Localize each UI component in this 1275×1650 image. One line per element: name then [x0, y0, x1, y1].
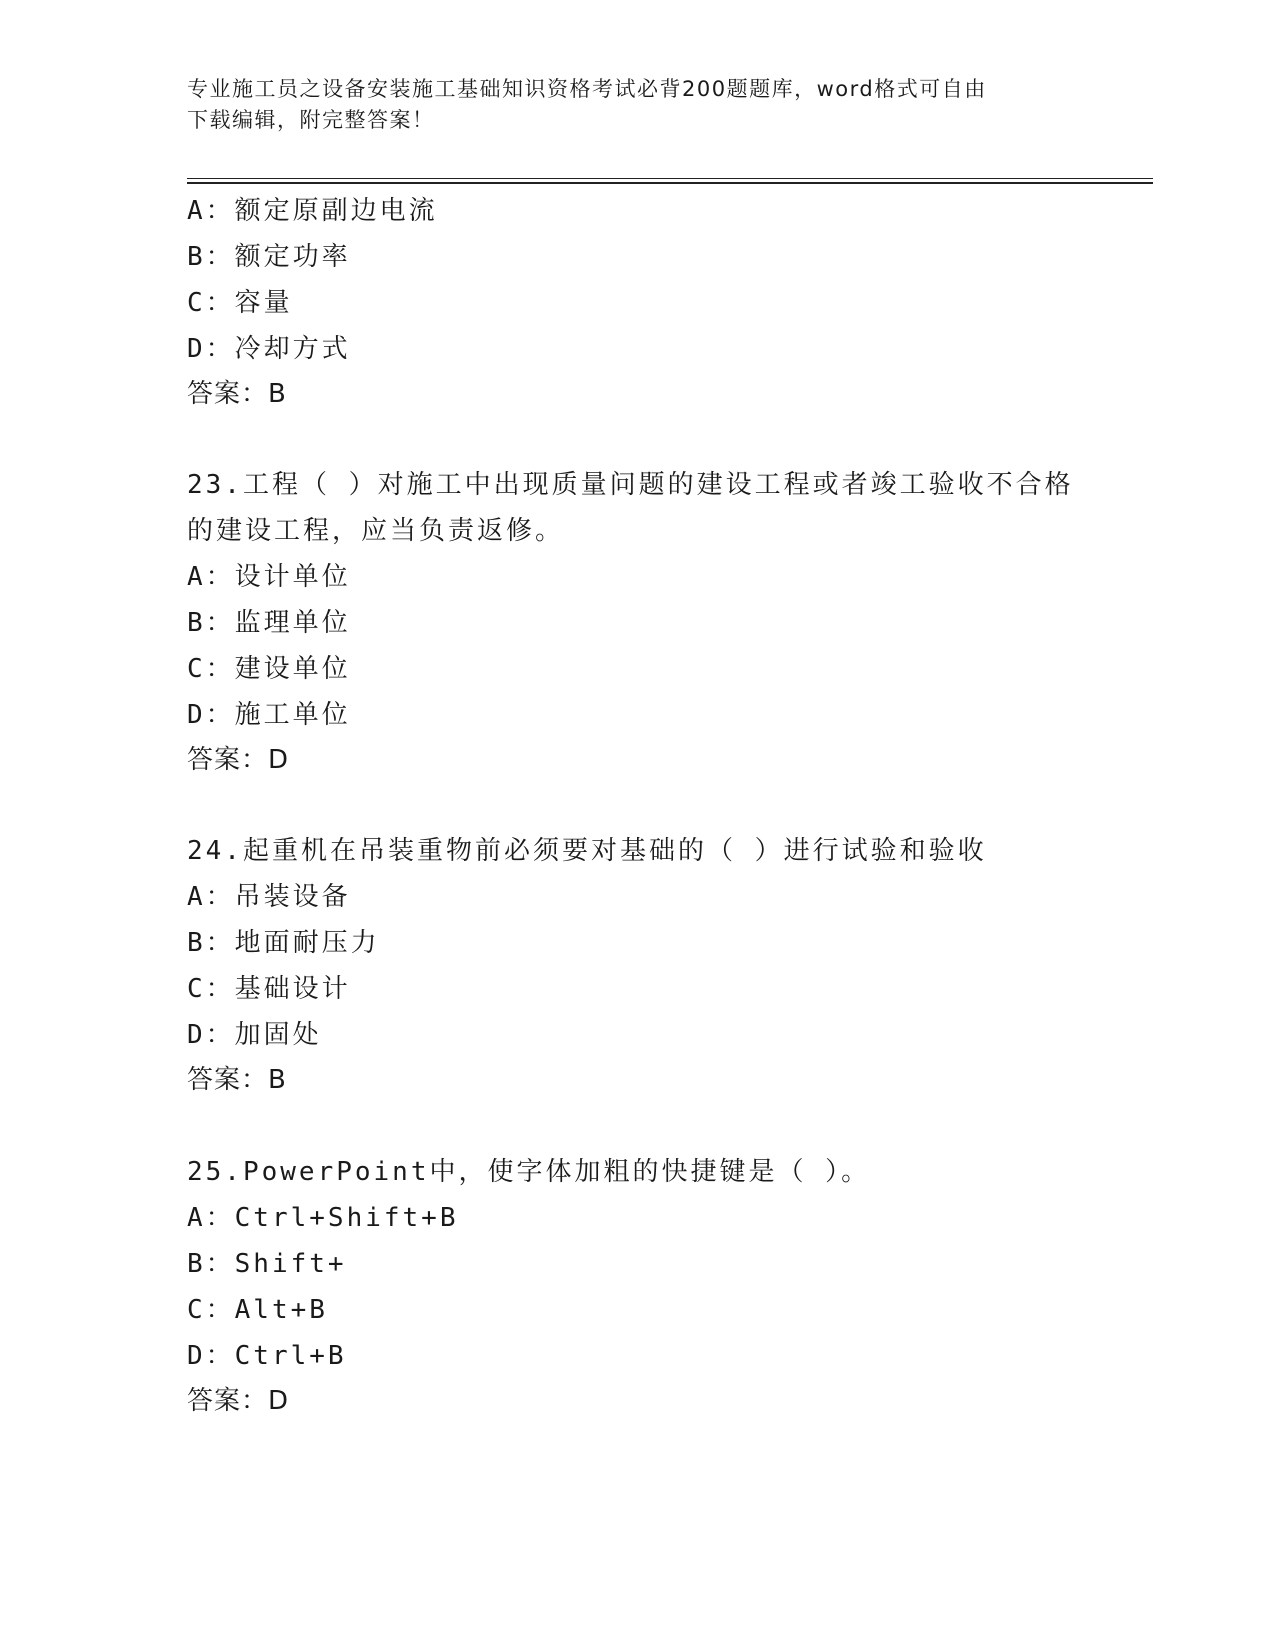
option-d: D：Ctrl+B: [187, 1341, 347, 1371]
option-a: A：吊装设备: [187, 882, 351, 912]
header-line-1: 专业施工员之设备安装施工基础知识资格考试必背200题题库，word格式可自由: [187, 77, 987, 101]
option-b: B：监理单位: [187, 608, 351, 638]
header-rule-thick: [187, 182, 1153, 184]
option-c: C：基础设计: [187, 974, 351, 1004]
option-b: B：Shift+: [187, 1249, 347, 1279]
option-c: C：建设单位: [187, 654, 351, 684]
option-b: B：额定功率: [187, 242, 351, 272]
question-stem-line: 的建设工程，应当负责返修。: [187, 516, 565, 546]
option-c: C：容量: [187, 288, 293, 318]
option-a: A：设计单位: [187, 562, 351, 592]
header-line-2: 下载编辑，附完整答案！: [187, 108, 435, 132]
option-d: D：施工单位: [187, 700, 351, 730]
answer-line: 答案：B: [187, 379, 287, 409]
option-b: B：地面耐压力: [187, 928, 380, 958]
document-header: [187, 74, 1067, 136]
question-stem-line: 24.起重机在吊装重物前必须要对基础的（ ）进行试验和验收: [187, 836, 987, 866]
question-stem-line: 23.工程（ ）对施工中出现质量问题的建设工程或者竣工验收不合格: [187, 470, 1074, 500]
option-a: A：额定原副边电流: [187, 196, 438, 226]
answer-line: 答案：D: [187, 745, 290, 775]
header-rule-thin: [187, 178, 1153, 179]
option-d: D：加固处: [187, 1020, 322, 1050]
option-d: D：冷却方式: [187, 334, 351, 364]
answer-line: 答案：D: [187, 1386, 290, 1416]
option-c: C：Alt+B: [187, 1295, 328, 1325]
answer-line: 答案：B: [187, 1065, 287, 1095]
question-stem-line: 25.PowerPoint中，使字体加粗的快捷键是（ ）。: [187, 1157, 871, 1187]
option-a: A：Ctrl+Shift+B: [187, 1203, 459, 1233]
